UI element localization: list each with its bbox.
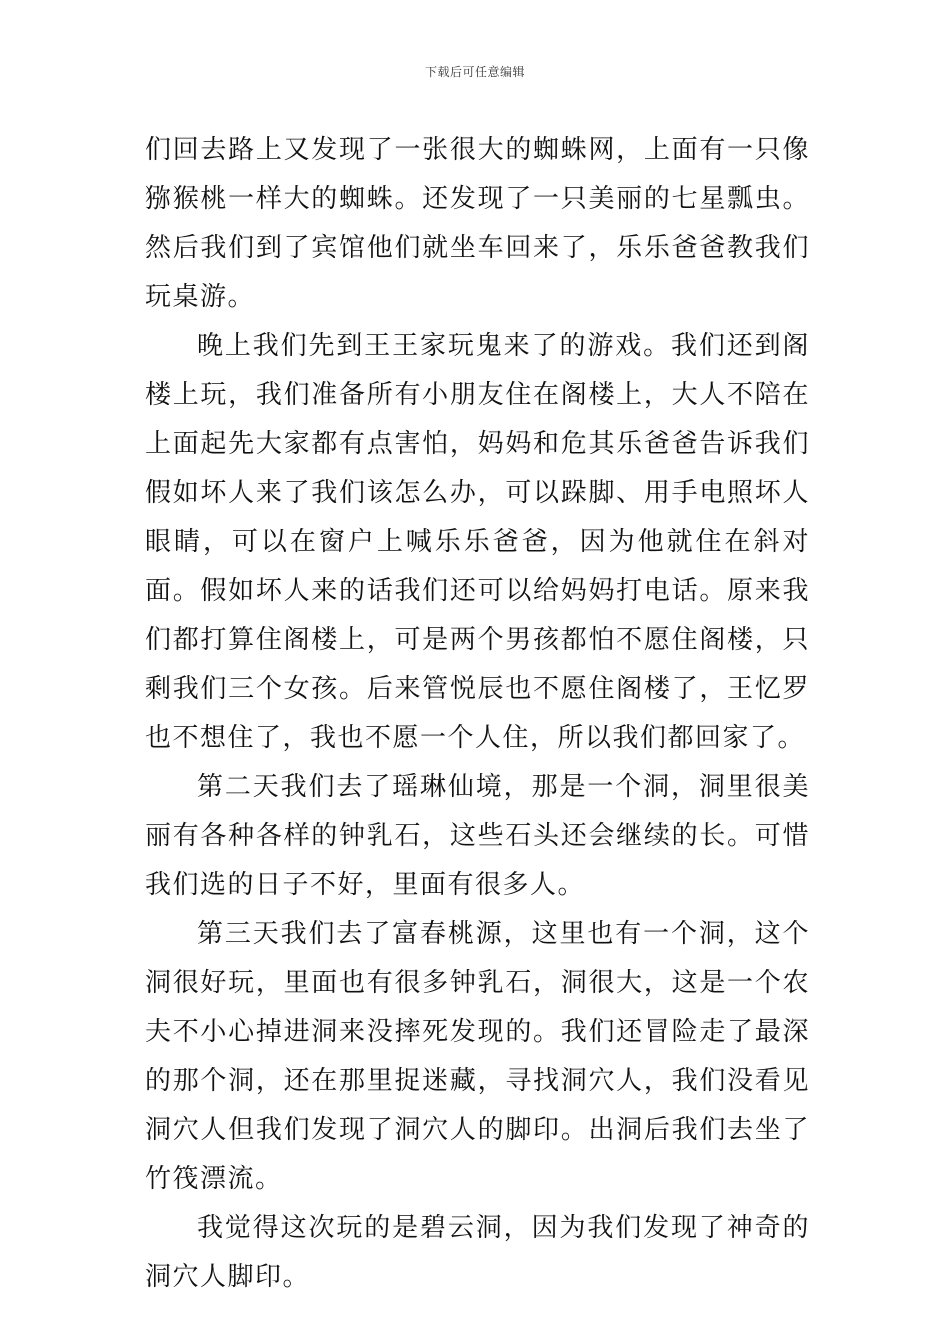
paragraph-3: 第二天我们去了瑶琳仙境，那是一个洞，洞里很美丽有各种各样的钟乳石，这些石头还会继续的长。可惜我们选的日子不好，里面有很多人。	[145, 772, 810, 900]
document-body	[145, 126, 810, 1302]
paragraph-1: 们回去路上又发现了一张很大的蜘蛛网，上面有一只像猕猴桃一样大的蜘蛛。还发现了一只美丽的七星瓢虫。然后我们到了宾馆他们就坐车回来了，乐乐爸爸教我们玩桌游。	[145, 135, 810, 312]
paragraph-4: 第三天我们去了富春桃源，这里也有一个洞，这个洞很好玩，里面也有很多钟乳石，洞很大，这是一个农夫不小心掉进洞来没摔死发现的。我们还冒险走了最深的那个洞，还在那里捉迷藏，寻找洞穴人，我们没看见洞穴人但我们发现了洞穴人的脚印。出洞后我们去坐了竹筏漂流。	[145, 919, 810, 1194]
paragraph-2: 晚上我们先到王王家玩鬼来了的游戏。我们还到阁楼上玩，我们准备所有小朋友住在阁楼上，大人不陪在上面起先大家都有点害怕，妈妈和危其乐爸爸告诉我们假如坏人来了我们该怎么办，可以跺脚、用手电照坏人眼睛，可以在窗户上喊乐乐爸爸，因为他就住在斜对面。假如坏人来的话我们还可以给妈妈打电话。原来我们都打算住阁楼上，可是两个男孩都怕不愿住阁楼，只剩我们三个女孩。后来管悦辰也不愿住阁楼了，王忆罗也不想住了，我也不愿一个人住，所以我们都回家了。	[145, 331, 810, 753]
page-header: 下载后可任意编辑	[424, 65, 525, 79]
paragraph-5: 我觉得这次玩的是碧云洞，因为我们发现了神奇的洞穴人脚印。	[145, 1213, 810, 1292]
